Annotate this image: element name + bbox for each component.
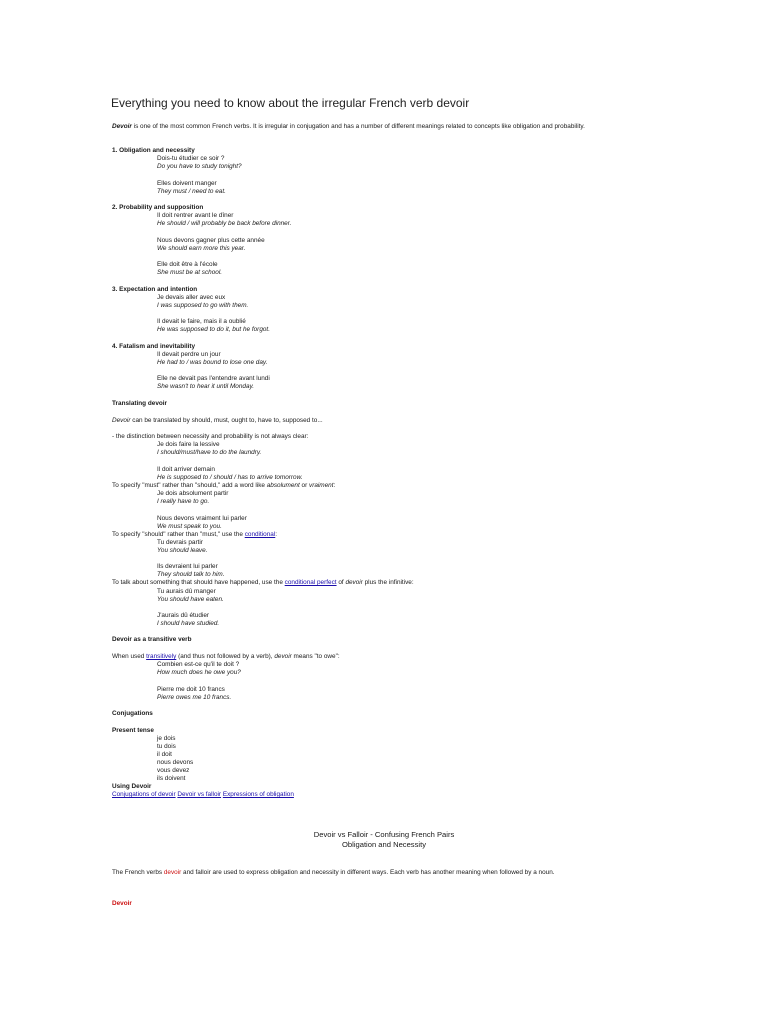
rule-text: means "to owe": [291, 653, 340, 660]
word-absolument: absolument [266, 482, 300, 489]
example-french: J'aurais dû étudier [157, 612, 210, 619]
example-english: He should / will probably be back before dinner. [157, 220, 292, 227]
example-english: How much does he owe you? [157, 669, 241, 676]
example-french: Nous devons vraiment lui parler [157, 515, 247, 522]
example-french: Il devait le faire, mais il a oublié [157, 318, 246, 325]
distinction-line: - the distinction between necessity and probability is not always clear: [112, 433, 309, 440]
conjugation-form: tu dois [157, 743, 176, 750]
example-french: Il doit arriver demain [157, 466, 215, 473]
example-english: I really have to go. [157, 498, 210, 505]
example-french: Je devais aller avec eux [157, 294, 226, 301]
section-heading-probability: 2. Probability and supposition [112, 204, 204, 211]
verb-name: devoir [274, 653, 292, 660]
section-heading-expectation: 3. Expectation and intention [112, 286, 198, 293]
example-french: Tu devrais partir [157, 539, 203, 546]
should-rule-line [112, 531, 277, 539]
example-french: Ils devraient lui parler [157, 563, 218, 570]
translating-text: can be translated by should, must, ought to, have to, supposed to... [130, 417, 323, 424]
conditional-perfect-link[interactable]: conditional perfect [284, 579, 337, 586]
section-heading-translating: Translating devoir [112, 400, 168, 407]
example-french: Combien est-ce qu'il te doit ? [157, 661, 240, 668]
present-tense-heading: Present tense [112, 727, 154, 734]
rule-text: plus the infinitive: [362, 579, 414, 586]
word-vraiment: vraiment [309, 482, 334, 489]
conjugation-form: vous devez [157, 767, 190, 774]
intro-text: is one of the most common French verbs. It is irregular in conjugation and has a number of different meanings related to concepts like obligation and probability. [131, 123, 585, 130]
rule-text: To specify "must" rather than "should," add a word like [112, 482, 267, 489]
example-english: I should/must/have to do the laundry. [157, 449, 262, 456]
vs-text: are used to express obligation and necessity in different ways. Each verb has another meaning when followed by a noun. [210, 869, 555, 876]
conjugation-form: nous devons [157, 759, 194, 766]
rule-text: : [333, 482, 336, 489]
example-english: She must be at school. [157, 269, 223, 276]
example-english: He is supposed to / should / has to arrive tomorrow. [157, 474, 303, 481]
example-english: You should leave. [157, 547, 208, 554]
page-title: Everything you need to know about the irregular French verb devoir [111, 96, 470, 110]
example-english: You should have eaten. [157, 596, 224, 603]
word-devoir: devoir [163, 869, 182, 876]
example-french: Elle ne devait pas l'entendre avant lundi [157, 375, 270, 382]
transitively-link[interactable]: transitively [146, 653, 177, 660]
section-heading-conjugations: Conjugations [112, 710, 153, 717]
example-french: Elle doit être à l'école [157, 261, 218, 268]
word-falloir: falloir [195, 869, 211, 876]
example-french: Tu aurais dû manger [157, 588, 216, 595]
example-french: Nous devons gagner plus cette année [157, 237, 265, 244]
section-heading-fatalism: 4. Fatalism and inevitability [112, 343, 196, 350]
vs-subtitle: Obligation and Necessity [342, 840, 426, 849]
vs-title: Devoir vs Falloir - Confusing French Pairs [313, 830, 455, 839]
example-english: I was supposed to go with them. [157, 302, 249, 309]
vs-paragraph [112, 869, 555, 877]
section-heading-transitive: Devoir as a transitive verb [112, 636, 192, 643]
example-english: He had to / was bound to lose one day. [157, 359, 268, 366]
rule-text: To specify "should" rather than "must," use the [112, 531, 245, 538]
verb-name: devoir [345, 579, 363, 586]
translating-line [112, 417, 323, 425]
verb-name: Devoir [112, 417, 131, 424]
devoir-subheading: Devoir [112, 900, 132, 907]
example-english: They must / need to eat. [157, 188, 226, 195]
transitive-line [112, 653, 340, 661]
example-french: Il devait perdre un jour [157, 351, 221, 358]
rule-text: of [336, 579, 346, 586]
example-english: We should earn more this year. [157, 245, 246, 252]
example-english: She wasn't to hear it until Monday. [157, 383, 255, 390]
rule-text: : [275, 531, 278, 538]
example-english: He was supposed to do it, but he forgot. [157, 326, 270, 333]
link-devoir-vs-falloir[interactable]: Devoir vs falloir [177, 791, 222, 798]
past-rule-line [112, 579, 414, 587]
related-links [112, 791, 294, 799]
section-heading-using: Using Devoir [112, 783, 152, 790]
must-rule-line [112, 482, 335, 490]
rule-text: or [299, 482, 309, 489]
conjugation-form: ils doivent [157, 775, 186, 782]
conditional-link[interactable]: conditional [244, 531, 276, 538]
example-french: Il doit rentrer avant le dîner [157, 212, 234, 219]
example-english: I should have studied. [157, 620, 220, 627]
intro-verb: Devoir [112, 123, 132, 130]
example-french: Pierre me doit 10 francs [157, 686, 225, 693]
example-french: Elles doivent manger [157, 180, 217, 187]
rule-text: When used [112, 653, 147, 660]
link-expressions-of-obligation[interactable]: Expressions of obligation [222, 791, 294, 798]
example-french: Dois-tu étudier ce soir ? [157, 155, 225, 162]
intro-paragraph [112, 123, 585, 131]
rule-text: (and thus not followed by a verb), [176, 653, 275, 660]
rule-text: To talk about something that should have happened, use the [112, 579, 285, 586]
link-conjugations-of-devoir[interactable]: Conjugations of devoir [112, 791, 176, 798]
example-french: Je dois absolument partir [157, 490, 229, 497]
example-french: Je dois faire la lessive [157, 441, 220, 448]
vs-text: and [181, 869, 196, 876]
example-english: We must speak to you. [157, 523, 222, 530]
example-english: They should talk to him. [157, 571, 225, 578]
vs-text: The French verbs [112, 869, 164, 876]
example-english: Do you have to study tonight? [157, 163, 242, 170]
example-english: Pierre owes me 10 francs. [157, 694, 232, 701]
conjugation-form: je dois [157, 735, 176, 742]
section-heading-obligation: 1. Obligation and necessity [112, 147, 195, 154]
conjugation-form: il doit [157, 751, 172, 758]
